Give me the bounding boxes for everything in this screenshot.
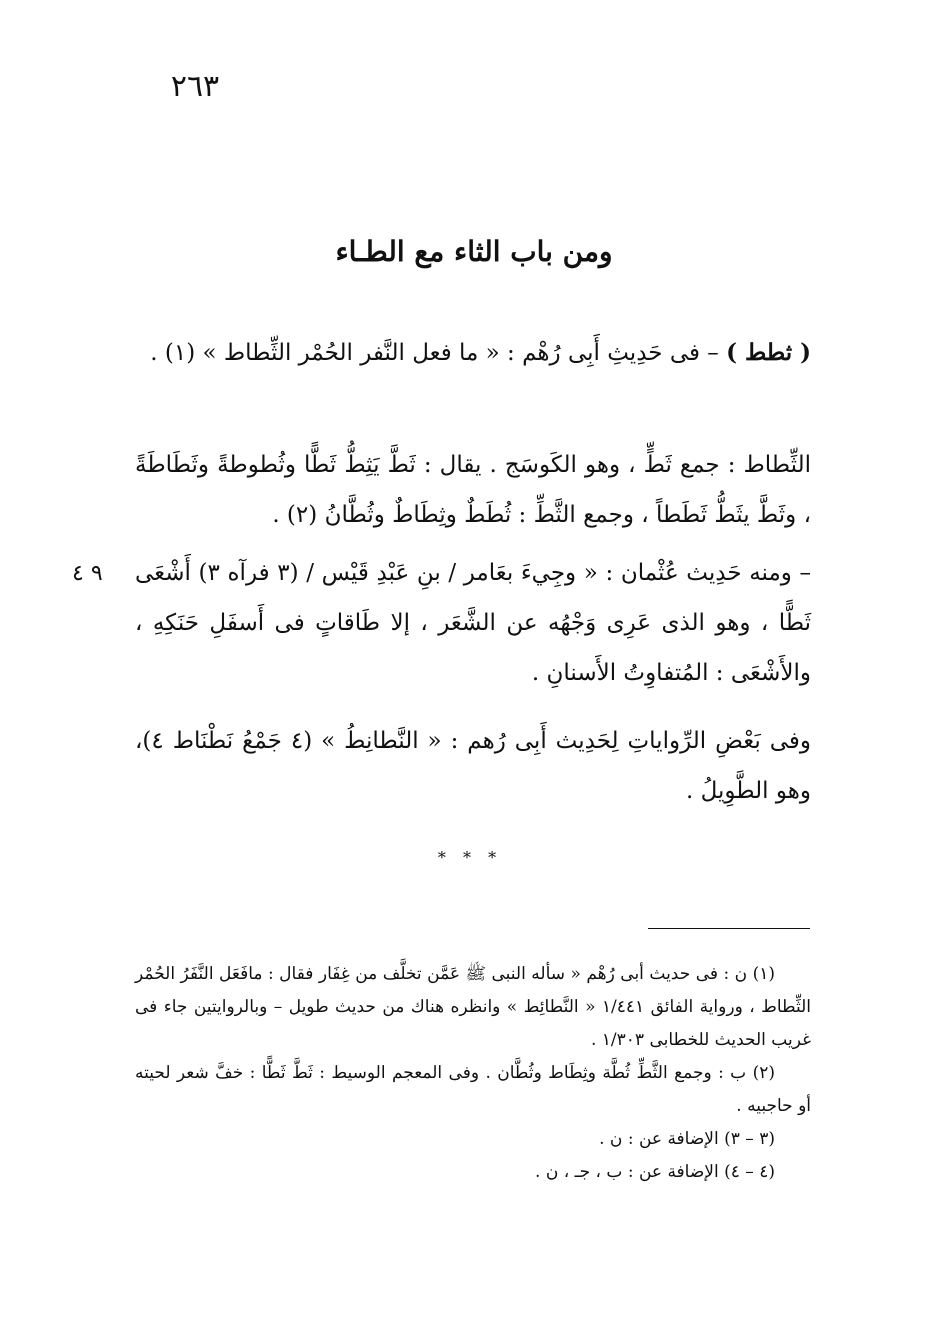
entry-paragraph-uthman-hadith (135, 548, 811, 698)
entry-paragraph-thatt (135, 328, 811, 378)
entry-text: – فى حَدِيثِ أَبِى رُهْم : « ما فعل النَّفر الحُمْر الثِّطاط » (١) . (150, 340, 727, 366)
entry-text: – ومنه حَدِيث عُثْمان : « وجِيءَ بعَامر / بنِ عَبْدِ قَيْس / (٣ فرآه ٣) أَشْعَى ثَطًّا ، وهو الذى عَرِى وَجْهُه عن الشَّعَر ، إلا طَاقاتٍ فى أَسفَلِ حَنَكِهِ ، والأَشْعَى : المُتفاوِتُ الأَسنانِ . (135, 560, 812, 686)
footnote-3: (٣ – ٣) الإضافة عن : ن . (599, 1129, 775, 1149)
section-title: ومن باب الثاء مع الطـاء (335, 235, 613, 268)
entry-headword: ( ثطط ) (726, 339, 811, 366)
entry-text: الثِّطاط : جمع ثَطٍّ ، وهو الكَوسَج . يقال : ثَطَّ يَثِطُّ ثَطًّا وثُطوطةً وثَطَاطَةً ، وثَطَّ يثَطُّ ثَطَطاً ، وجمع الثَّطِّ : ثُطَطٌ وثِطَاطٌ وثُطَّانُ (٢) . (135, 452, 811, 528)
footnotes-block (135, 958, 811, 1189)
footnote-2: (٢) ب : وجمع الثَّطِّ ثُطَّة وثِطَاط وثُطَّان . وفى المعجم الوسيط : ثَطَّ ثَطًّا : خفَّ شعر لحيته أو حاجبيه . (135, 1063, 811, 1116)
entry-text: وفى بَعْضِ الرِّواياتِ لِحَدِيث أَبِى رُهم : « النَّطانِطُ » (٤ جَمْعُ نَطْنَاط ٤)، وهو الطَّوِيلُ . (135, 728, 811, 804)
page-number: ٢٦٣ (170, 69, 220, 104)
footnote-divider (648, 928, 810, 929)
section-separator: * * * (437, 848, 503, 867)
footnote-4: (٤ – ٤) الإضافة عن : ب ، جـ ، ن . (535, 1162, 775, 1182)
footnote-1: (١) ن : فى حديث أبى رُهْم « سأله النبى ﷺ عَمَّن تخلَّف من غِفَار فقال : مافَعَل النَّفَرُ الحُمْر الثِّطاط ، ورواية الفائق ١/٤٤١ « النَّطائِط » وانظره هناك من حديث طويل – وبالروايتين جاء فى غريب الحديث للخطابى ١/٣٠٣ . (135, 964, 811, 1050)
entry-paragraph-other-narrations (135, 716, 811, 816)
margin-page-reference: ٩ ٤ (72, 561, 103, 586)
entry-paragraph-definition (135, 440, 811, 540)
